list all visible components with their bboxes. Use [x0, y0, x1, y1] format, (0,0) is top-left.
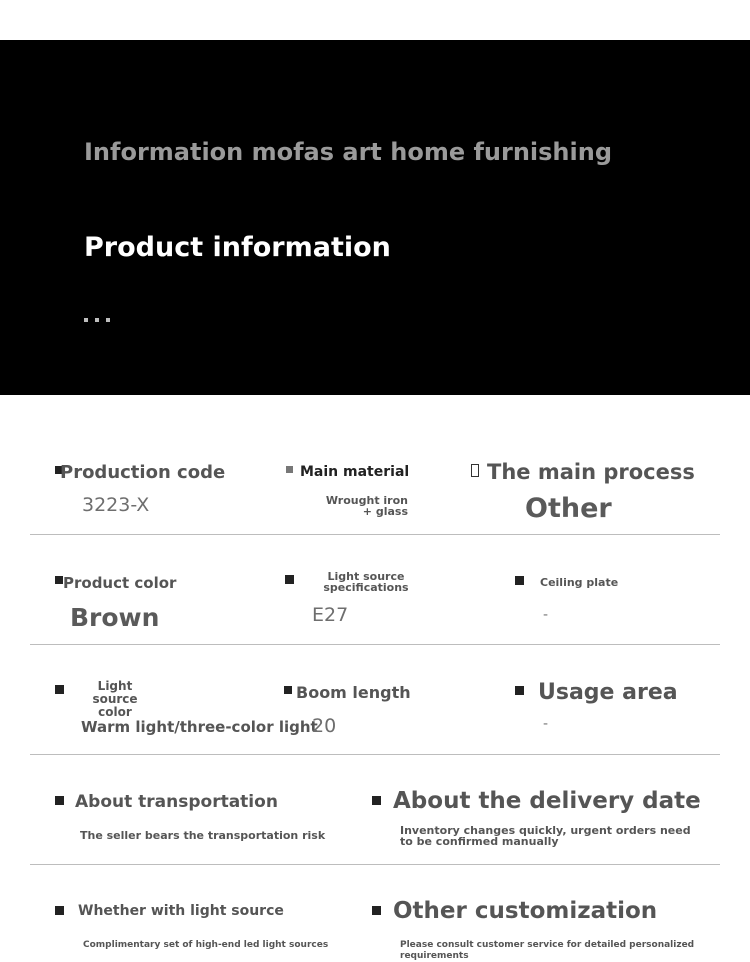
- bullet-icon: [286, 466, 293, 473]
- light-source-included-value: Complimentary set of high-end led light sources: [83, 940, 329, 950]
- transportation-value: The seller bears the transportation risk: [80, 829, 326, 842]
- light-source-color-label: Light source color: [92, 679, 138, 719]
- bullet-icon: [471, 464, 479, 477]
- main-process-value: Other: [525, 493, 612, 524]
- bullet-icon: [285, 575, 294, 584]
- light-source-color-value: Warm light/three-color light: [81, 718, 318, 736]
- bullet-icon: [284, 686, 292, 694]
- production-code-value: 3223-X: [82, 494, 150, 516]
- bullet-icon: [55, 576, 63, 584]
- bullet-icon: [55, 796, 64, 805]
- row-divider: [30, 534, 720, 535]
- usage-area-label: Usage area: [538, 680, 678, 705]
- boom-length-value: 20: [312, 715, 337, 737]
- header-banner: [0, 40, 750, 395]
- light-source-specs-label: Light source specifications: [323, 570, 409, 594]
- bullet-icon: [372, 796, 381, 805]
- row-divider: [30, 754, 720, 755]
- row-divider: [30, 644, 720, 645]
- bullet-icon: [515, 576, 524, 585]
- row-divider: [30, 864, 720, 865]
- bullet-icon: [372, 906, 381, 915]
- main-material-label: Main material: [300, 464, 410, 480]
- bullet-icon: [515, 686, 524, 695]
- main-material-value: Wrought iron + glass: [325, 494, 408, 518]
- product-color-value: Brown: [70, 603, 160, 632]
- ceiling-plate-label: Ceiling plate: [540, 576, 619, 589]
- light-source-specs-value: E27: [312, 604, 349, 626]
- delivery-date-label: About the delivery date: [393, 788, 701, 814]
- delivery-date-value: Inventory changes quickly, urgent orders need to be confirmed manually: [400, 824, 691, 848]
- bullet-icon: [55, 906, 64, 915]
- page-title: Product information: [84, 232, 391, 263]
- ceiling-plate-value: -: [543, 607, 549, 623]
- product-color-label: Product color: [63, 574, 177, 592]
- light-source-included-label: Whether with light source: [78, 903, 284, 919]
- brand-subtitle: Information mofas art home furnishing: [84, 138, 612, 166]
- customization-label: Other customization: [393, 898, 658, 924]
- bullet-icon: [55, 685, 64, 694]
- production-code-label: Production code: [60, 462, 226, 483]
- customization-value: Please consult customer service for detailed personalized requirements: [400, 940, 695, 961]
- main-process-label: The main process: [487, 460, 695, 484]
- boom-length-label: Boom length: [296, 683, 411, 702]
- usage-area-value: -: [543, 716, 549, 732]
- transportation-label: About transportation: [75, 792, 278, 812]
- ellipsis-decoration: [84, 307, 117, 326]
